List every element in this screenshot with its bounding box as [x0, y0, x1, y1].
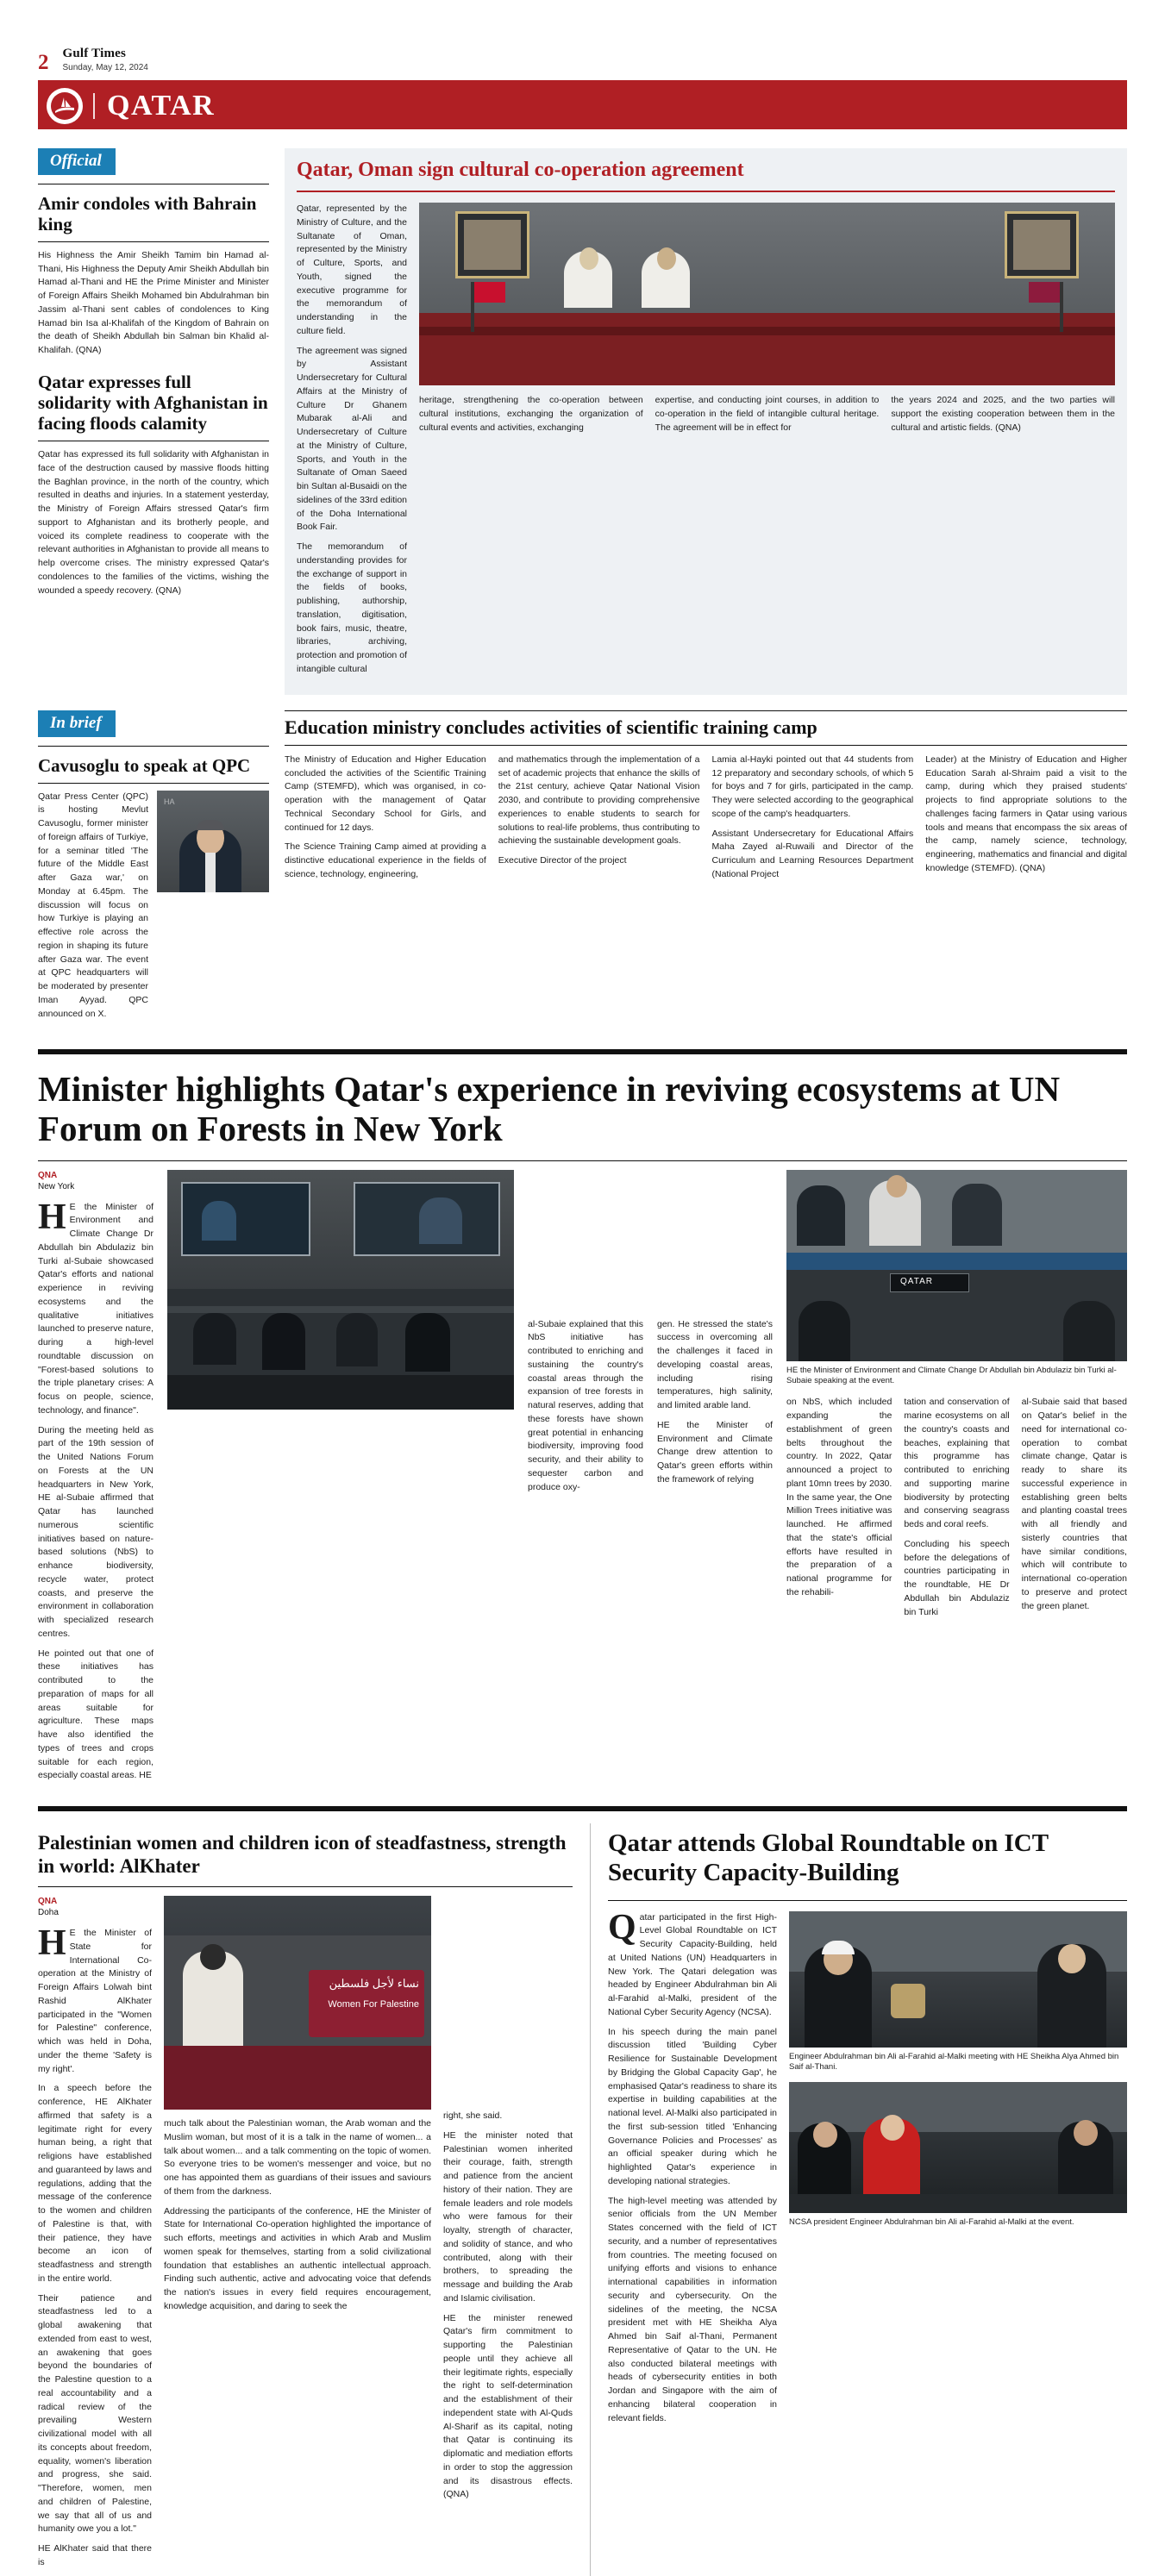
paper-name: Gulf Times: [62, 47, 127, 60]
cavusoglu-body: Qatar Press Center (QPC) is hosting Mevlut Cavusoglu, former minister of foreign affairs of Turkiye, for a seminar titled 'The future of the Middle East after Gaza war,' on Monday at 6.45pm. The discussion will focus on how Turkiye is playing an effective role across the region in shaping its future after Gaza war. The event at QPC headquarters will be moderated by presenter Iman Ayyad. QPC announced on X.: [38, 791, 148, 1019]
amir-condoles-body: His Highness the Amir Sheikh Tamim bin Hamad al-Thani, His Highness the Deputy Amir Sheikh Abdullah bin Hamad al-Thani and HE the Prime Minister and Minister of Foreign Affairs Sheikh Mohamed bin Abdulrahman bin Jassim al-Thani sent cables of condolences to King Hamad bin Isa al-Khalifah of the Kingdom of Bahrain on the death of Sheikh Abdullah bin Salman bin Khalid al-Khalifah. (QNA): [38, 249, 269, 356]
cultural-col-3: expertise, and conducting joint courses, in addition to co-operation in the field of intangible cultural heritage. The agreement will be in effect for: [655, 395, 880, 433]
page-masthead: [38, 0, 1127, 78]
education-col-3: Lamia al-Hayki pointed out that 44 students from 12 preparatory and secondary schools, of which 5 for boys and 7 for girls, participated in the camp. They were selected according to the geographical scope of the camp's headquarters. Assistant Undersecretary for Educational Affairs Maha Zayed al-Ruwaili and Director of the Curriculum and Learning Resources Department (National Project: [711, 753, 914, 879]
alkhater-col-2: much talk about the Palestinian woman, the Arab woman and the Muslim woman, but most of it is a talk in the name of women... a talk about women... and a talk commenting on the topic of women. So everyone tries to be women's messenger and voice, but no one has appointed them as guardians of their issues and saviours of them from the darkness. Addressing the participants of the conference, HE the Minister of State for International Co-operation highlighted the importance of such efforts, meetings and activities in which Arab and Muslim women speak for themselves, starting from a solid civilizational foundation that establishes an authentic intellectual approach. Finding such authentic, active and advocating voice that defends the nation's issues in every field requires encouragement, knowledge acquisition, and daring to seek the: [164, 2118, 431, 2311]
feature-main-photo-wrap: [167, 1170, 514, 1790]
feature-byline-location: New York: [38, 1181, 75, 1191]
alkhater-col-3: right, she said. HE the minister noted that Palestinian women inherited their courage, faith, strength and patience from the ancient history of their nation. They are female leaders and role models who were famous for their loyalty, strength of character, and solidity of stance, and who contributed, along with their brothers, to spreading the message and building the Arab and Islamic civilisation. HE the minister renewed Qatar's firm commitment to supporting the Palestinian people until they achieve all their legitimate rights, especially the right to self-determination and the establishment of their independent state with Al-Quds Al-Sharif as its capital, noting that Qatar is continuing its diplomatic and mediation efforts in order to stop the aggression and its disastrous effects. (QNA): [443, 2110, 573, 2500]
feature-left-col: [38, 1170, 153, 1790]
feature-separator-rule: [38, 1049, 1127, 1054]
bottom-vertical-divider: [590, 1823, 591, 2575]
ict-col-1: Qatar participated in the first High-Level Global Roundtable on ICT Security Capacity-Building, held at United Nations (UN) Headquarters in New York. The Qatari delegation was headed by Engineer Abdulrahman bin Ali al-Farahid al-Malki, president of the National Cyber Security Agency (NCSA). In his speech during the main panel discussion titled 'Building Cyber Resilience for Sustainable Development by Bridging the Global Capacity Gap', he emphasised Qatar's readiness to share its expertise in building capabilities at the national level. Al-Malki also participated in the first sub-session titled 'Enhancing Governance Policies and Processes' as an official speaker during which he highlighted Qatar's experience in developing national strategies. The high-level meeting was attended by senior officials from the UN Member States concerned with the field of ICT security, and a number of representatives from countries. The meeting focused on unifying efforts and visions to enhance international capabilities in information security and cybersecurity. On the sidelines of the meeting, the NCSA president met with HE Sheikha Alya Ahmed bin Saif al-Thani, Permanent Representative of Qatar to the UN. He also conducted bilateral meetings with heads of cybersecurity entities in both Jordan and Singapore with the aim of enhancing bilateral cooperation in relevant fields.: [608, 1907, 777, 2423]
cavusoglu-rule: [38, 783, 269, 784]
ict-figure-1: [789, 1911, 1127, 2074]
in-brief-rule: [38, 746, 269, 747]
cultural-col-2: heritage, strengthening the co-operation between cultural institutions, exchanging the organization of cultural events and activities, exchanging: [419, 395, 643, 433]
ict-headline: Qatar attends Global Roundtable on ICT Security Capacity-Building: [608, 1829, 1049, 1887]
photo-english-banner-text: Women For Palestine: [328, 1999, 419, 2010]
photo-arabic-banner-text: نساء لأجل فلسطين: [329, 1977, 419, 1991]
page-number: 2: [38, 50, 49, 74]
ncsa-president-at-event-photo: [789, 2082, 1127, 2213]
in-brief-tag: In brief: [38, 710, 116, 737]
education-col-1: The Ministry of Education and Higher Education concluded the activities of the Scientific Training Camp (STEMFD), which was organised, in co-operation with the management of Qatar Technical Secondary School for Girls, and continued for 12 days. The Science Training Camp aimed at providing a distinctive educational experience in the fields of science, technology, engineering,: [285, 753, 486, 879]
ict-article: [608, 1823, 1127, 2575]
alkhater-byline-location: Doha: [38, 1908, 59, 1918]
publication-date: Sunday, May 12, 2024: [62, 62, 148, 72]
alkhater-col-1: HE the Minister of State for International Co-operation at the Ministry of Foreign Affairs Lolwah bint Rashid AlKhater participated in the "Women for Palestine" conference, which was held in Doha, under the theme 'Safety is my right'. In a speech before the conference, HE AlKhater affirmed that safety is a legitimate right for every human being, a right that religions have established and guaranteed by laws and regulations, adding that the message of the conference to the women and children of Palestine is that, with their patience, they have become an icon of steadfastness and strength in the entire world. Their patience and steadfastness led to a global awakening that extended from east to west, an awakening that goes beyond the boundaries of the Palestine question to a real accountability and a radical review of the prevailing Western civilizational model with all its concepts about freedom, equality, women's liberation and progress, she said. "Therefore, women, men and children of Palestine, we say that all of us and humanity owe you a lot." HE AlKhater said that there is: [38, 1923, 152, 2567]
cavusoglu-portrait-photo: HA: [157, 791, 269, 892]
education-col-4: Leader) at the Ministry of Education and Higher Education Sarah al-Shraim paid a visit to the camp, during which they praised students' projects to find appropriate solutions to the challenges facing farmers in Qatar using various tools and means that encompass the six areas of the camp, namely science, technology, engineering, mathematics and financial and digital knowledge (STEMFD). (QNA): [925, 753, 1127, 873]
feature-col-5: tation and conservation of marine ecosystems on all the country's coasts and beaches, explaining that this programme has contributed to enriching and supporting marine biodiversity by protecting and conserving seagrass beds and coral reefs. Concluding his speech before the delegations of countries participating in the roundtable, HE Dr Abdullah bin Abdulaziz bin Turki: [904, 1397, 1010, 1617]
alkhater-left-col: [38, 1896, 152, 2576]
section-banner: [38, 83, 1127, 129]
al-malki-meeting-sheikha-alya-photo: [789, 1911, 1127, 2048]
amir-condoles-headline: Amir condoles with Bahrain king: [38, 192, 257, 234]
alkhater-byline: [38, 1896, 152, 1918]
feature-col-6: al-Subaie said that based on Qatar's belief in the need for international co-operation to combat climate change, Qatar is ready to share its successful experience in establishing green belts and planting coastal trees with all friendly and sisterly countries that have similar conditions, which will contribute to international co-operation to preserve and protect the green planet.: [1021, 1397, 1127, 1611]
education-headline-rule: [285, 745, 1127, 746]
ict-headline-rule: [608, 1900, 1127, 1901]
ict-photo-col: [789, 1911, 1127, 2432]
afghanistan-solidarity-headline: Qatar expresses full solidarity with Afghanistan in facing floods calamity: [38, 371, 268, 435]
feature-col-3: gen. He stressed the state's success in overcoming all the challenges it faced in developing coastal areas, including rising temperatures, high salinity, and limited arable land. HE the Minister of Environment and Climate Change drew attention to Qatar's green efforts within the framework of relying: [657, 1318, 773, 1485]
ict-photo-2-caption: NCSA president Engineer Abdulrahman bin Ali al-Farahid al-Malki at the event.: [789, 2217, 1074, 2228]
education-top-rule: [285, 710, 1127, 711]
signing-ceremony-photo: [419, 203, 1115, 385]
banner-divider: [93, 93, 95, 119]
education-camp-article: [285, 710, 1127, 1028]
amir-condoles-rule: [38, 241, 269, 242]
education-camp-headline: Education ministry concludes activities of scientific training camp: [285, 716, 817, 738]
top-zone: [38, 148, 1127, 695]
feature-article: [38, 1070, 1127, 1789]
alkhater-headline-rule: [38, 1886, 573, 1887]
women-for-palestine-conference-photo: [164, 1896, 431, 2110]
official-column: [38, 148, 269, 695]
in-brief-column: [38, 710, 269, 1028]
cultural-col-1: Qatar, represented by the Ministry of Culture, and the Sultanate of Oman, represented by the Ministry of Culture, Sports, and Youth, signed the executive programme for the memorandum of understanding in the culture field. The agreement was signed by Assistant Undersecretary for Cultural Affairs at the Ministry of Culture Dr Ghanem Mubarak al-Ali and Undersecretary of Culture at the Ministry of Culture, Sports, and Youth in the Sultanate of Oman Saeed bin Sultan al-Busaidi on the sidelines of the 33rd edition of the Doha International Book Fair. The memorandum of understanding provides for the exchange of support in the fields of books, publishing, authorship, translation, digitisation, book fairs, music, theatre, libraries, archiving, protection and promotion of intangible cultural: [297, 203, 407, 674]
feature-col-2: al-Subaie explained that this NbS initiative has contributed to enriching and sustaining the country's coastal areas through the expansion of tree forests in natural reserves, adding that these forests have shown great potential in enhancing biodiversity, improving food security, and their ability to sequester carbon and produce oxy-: [528, 1318, 643, 1492]
alkhater-byline-source: QNA: [38, 1897, 58, 1907]
un-forum-hall-photo: [167, 1170, 514, 1410]
alkhater-article: [38, 1823, 573, 2575]
feature-byline-source: QNA: [38, 1170, 58, 1180]
cultural-agreement-headline: Qatar, Oman sign cultural co-operation agreement: [297, 158, 744, 181]
in-brief-tag-wrap: [38, 710, 269, 737]
section-title: QATAR: [107, 89, 216, 122]
bottom-zone: [38, 1823, 1127, 2575]
feature-right-block: [786, 1170, 1127, 1790]
feature-headline-rule: [38, 1160, 1127, 1161]
in-brief-zone: [38, 710, 1127, 1028]
cultural-agreement-article: [285, 148, 1127, 695]
feature-byline: [38, 1170, 153, 1192]
bottom-separator-rule: [38, 1806, 1127, 1811]
minister-photo-caption: HE the Minister of Environment and Climate Change Dr Abdullah bin Abdulaziz bin Turki al-Subaie speaking at the event.: [786, 1365, 1117, 1386]
ict-figure-2: [789, 2082, 1127, 2229]
alkhater-headline: Palestinian women and children icon of steadfastness, strength in world: AlKhater: [38, 1832, 567, 1877]
cultural-col-4: the years 2024 and 2025, and the two parties will support the existing cooperation between them in the cultural and artistic fields. (QNA): [891, 395, 1116, 433]
minister-speaking-photo: QATAR: [786, 1170, 1127, 1361]
feature-col-1: HE the Minister of Environment and Climate Change Dr Abdullah bin Abdulaziz bin Turki al-Subaie showcased Qatar's efforts and national experience in reviving ecosystems and the qualitative initiatives launched to preserve nature, during a high-level roundtable discussion on "Forest-based solutions to the triple planetary crises: A focus on people, science, technology, and finance". During the meeting held as part of the 19th session of the United Nations Forum on Forests at the UN headquarters in New York, HE al-Subaie affirmed that Qatar has launched numerous scientific initiatives based on nature-based solutions (NbS) to enhance biodiversity, recycle water, protect coasts, and preserve the environment in collaboration with specialized research centres. He pointed out that one of these initiatives has contributed to the preparation of maps for all areas suitable for agriculture. These maps have also identified the types of trees and crops suitable for each region, especially coastal areas. HE: [38, 1197, 153, 1781]
education-col-2: and mathematics through the implementation of a set of academic projects that enhance the skills of the 21st century, achieve Qatar National Vision 2030, and contribute to providing comprehensive experiences to enable students to search for solutions to real-life problems, thus contributing to achieving the sustainable development goals. Executive Director of the project: [498, 753, 700, 866]
ict-photo-1-caption: Engineer Abdulrahman bin Ali al-Farahid al-Malki meeting with HE Sheikha Alya Ahmed bin Saif al-Thani.: [789, 2051, 1119, 2073]
afghanistan-solidarity-body: Qatar has expressed its full solidarity with Afghanistan in face of the destruction caused by massive floods hitting the Baghlan province, in the north of the country, which resulted in deaths and injuries. In a statement yesterday, the Ministry of Foreign Affairs stressed Qatar's firm support to Afghanistan and its brotherly people, and voiced its complete readiness to cooperate with the relevant authorities in Afghanistan to provide all means to help overcome crises. The ministry expressed Qatar's condolences to the families of the victims, wishing the wounded a speedy recovery. (QNA): [38, 449, 269, 596]
cavusoglu-headline: Cavusoglu to speak at QPC: [38, 754, 251, 776]
gulf-times-circle-logo-icon: [47, 88, 83, 124]
cultural-headline-rule: [297, 191, 1115, 192]
feature-col-4: on NbS, which included expanding the establishment of green belts throughout the country. In 2022, Qatar announced a project to plant 10mn trees by 2030. In the same year, the One Million Trees initiative was launched. He affirmed that the state's official efforts have resulted in the preparation of a national programme for the rehabili-: [786, 1397, 893, 1597]
feature-headline: Minister highlights Qatar's experience in reviving ecosystems at UN Forum on Forests in New York: [38, 1069, 1061, 1148]
alkhater-mid-col: [164, 1896, 431, 2576]
official-tag: Official: [38, 148, 116, 175]
official-tag-wrap: [38, 148, 269, 175]
